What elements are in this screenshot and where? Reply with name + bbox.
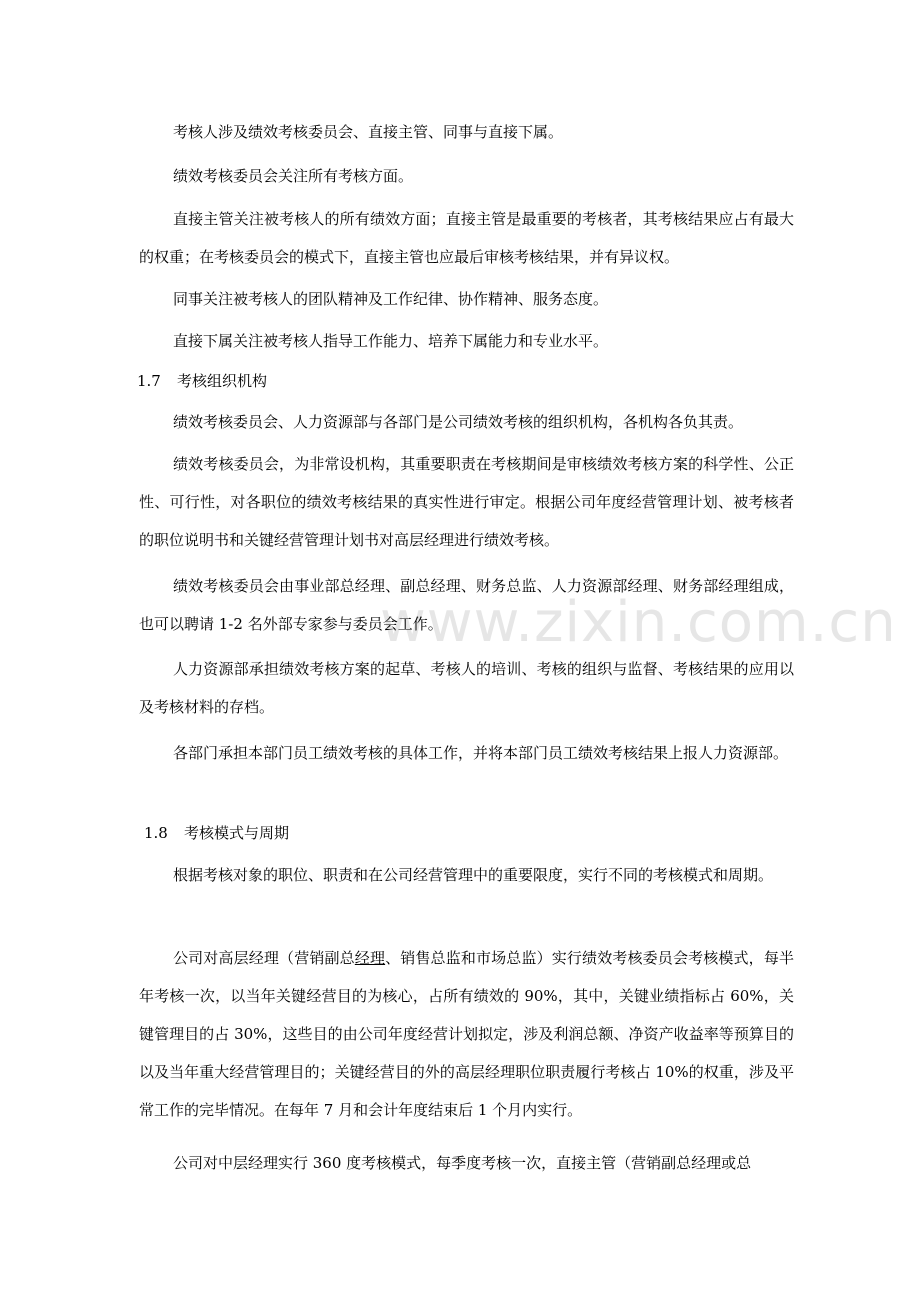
paragraph-department-duties: 各部门承担本部门员工绩效考核的具体工作，并将本部门员工绩效考核结果上报人力资源部。 bbox=[173, 744, 789, 762]
section-number: 1.7 bbox=[137, 372, 161, 390]
paragraph-committee-focus: 绩效考核委员会关注所有考核方面。 bbox=[173, 167, 414, 185]
paragraph-hr-duties: 人力资源部承担绩效考核方案的起草、考核人的培训、考核的组织与监督、考核结果的应用以及考核材料的存档。 bbox=[139, 660, 794, 716]
paragraph-colleagues: 同事关注被考核人的团队精神及工作纪律、协作精神、服务态度。 bbox=[173, 290, 609, 308]
paragraph-committee-members: 绩效考核委员会由事业部总经理、副总经理、财务总监、人力资源部经理、财务部经理组成，也可以聘请 1-2 名外部专家参与委员会工作。 bbox=[139, 577, 794, 633]
section-title: 考核模式与周期 bbox=[184, 824, 290, 842]
paragraph-committee-duties: 绩效考核委员会，为非常设机构，其重要职责在考核期间是审核绩效考核方案的科学性、公正性、可行性，对各职位的绩效考核结果的真实性进行审定。根据公司年度经营管理计划、被考核者的职位说明书和关键经营管理计划书对高层经理进行绩效考核。 bbox=[139, 455, 794, 549]
paragraph-direct-supervisor: 直接主管关注被考核人的所有绩效方面；直接主管是最重要的考核者，其考核结果应占有最大的权重；在考核委员会的模式下，直接主管也应最后审核考核结果，并有异议权。 bbox=[139, 210, 794, 266]
paragraph-assessors: 考核人涉及绩效考核委员会、直接主管、同事与直接下属。 bbox=[173, 123, 564, 141]
section-heading-1-7 bbox=[137, 362, 792, 400]
section-title: 考核组织机构 bbox=[177, 372, 268, 390]
paragraph-subordinates: 直接下属关注被考核人指导工作能力、培养下属能力和专业水平。 bbox=[173, 332, 609, 350]
section-heading-1-8 bbox=[144, 814, 799, 852]
paragraph-middle-managers: 公司对中层经理实行 360 度考核模式，每季度考核一次，直接主管（营销副总经理或总 bbox=[173, 1154, 752, 1172]
watermark: www.zixin.com.cn bbox=[380, 590, 897, 655]
paragraph-org-structure: 绩效考核委员会、人力资源部与各部门是公司绩效考核的组织机构，各机构各负其责。 bbox=[173, 413, 744, 431]
section-number: 1.8 bbox=[144, 824, 168, 842]
paragraph-senior-managers: 公司对高层经理（营销副总经理、销售总监和市场总监）实行绩效考核委员会考核模式，每半年考核一次，以当年关键经营目的为核心，占所有绩效的 90%，其中，关键业绩指标占 60%，关键管理目的占 30%，这些目的由公司年度经营计划拟定，涉及利润总额、净资产收益率等预算目的以及当年重大经营管理目的；关键经营目的外的高层经理职位职责履行考核占 10%的权重，涉及平常工作的完毕情况。在每年 7 月和会计年度结束后 1 个月内实行。 bbox=[139, 949, 794, 1119]
paragraph-modes-intro: 根据考核对象的职位、职责和在公司经营管理中的重要限度，实行不同的考核模式和周期。 bbox=[173, 866, 774, 884]
